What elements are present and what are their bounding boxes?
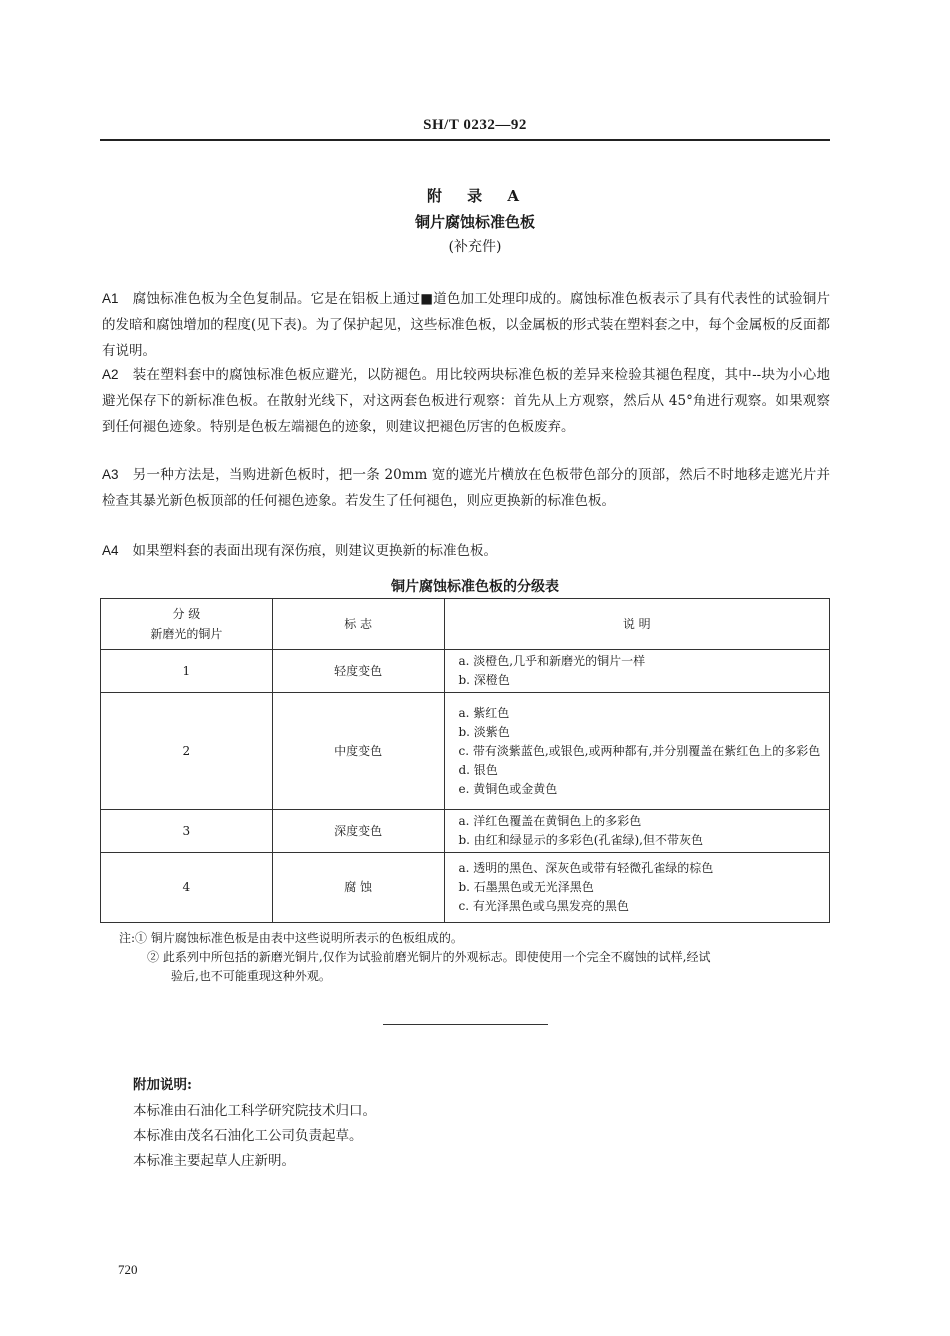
description-item: b. 石墨黑色或无光泽黑色 <box>458 880 594 894</box>
addendum-title: 附加说明: <box>133 1077 192 1093</box>
page-number: 720 <box>118 1262 138 1277</box>
grading-table <box>100 598 830 923</box>
paragraph-a3 <box>102 462 830 514</box>
paragraph-text: 另一种方法是，当购进新色板时，把一条 20mm 宽的遮光片横放在色板带色部分的顶部，然后不时地移走遮光片并检查其暴光新色板顶部的任何褪色迹象。若发生了任何褪色，则应更换新的标准色板。 <box>102 467 830 509</box>
description-cell <box>444 853 830 923</box>
description-cell <box>444 810 830 853</box>
note-1: 注:① 铜片腐蚀标准色板是由表中这些说明所表示的色板组成的。 <box>119 931 463 945</box>
paragraph-text: 如果塑料套的表面出现有深伤痕，则建议更换新的标准色板。 <box>132 543 498 559</box>
document-code: SH/T 0232—92 <box>423 117 527 133</box>
table-row <box>101 650 830 693</box>
table-notes <box>119 929 833 986</box>
paragraph-a1 <box>102 286 830 364</box>
grade-cell: 3 <box>101 810 273 853</box>
mark-cell: 深度变色 <box>272 810 444 853</box>
description-item: a. 紫红色 <box>458 705 510 720</box>
table-row <box>101 853 830 923</box>
description-item: c. 带有淡紫蓝色,或银色,或两种都有,并分别覆盖在紫红色上的多彩色 <box>458 743 821 758</box>
note-2-line-2: 验后,也不可能重现这种外观。 <box>171 969 331 983</box>
paragraph-text: 腐蚀标准色板为全色复制品。它是在铝板上通过■道色加工处理印成的。腐蚀标准色板表示了具有代表性的试验铜片的发暗和腐蚀增加的程度(见下表)。为了保护起见，这些标准色板，以金属板的形式装在塑料套之中，每个金属板的反面都有说明。 <box>102 291 830 359</box>
addendum-line: 本标准主要起草人庄新明。 <box>133 1153 295 1169</box>
paragraph-a4 <box>102 538 830 564</box>
header-grade-line1: 分 级 <box>172 607 201 621</box>
description-item: d. 银色 <box>458 762 498 777</box>
table-title: 铜片腐蚀标准色板的分级表 <box>391 579 559 595</box>
description-item: b. 淡紫色 <box>458 724 510 739</box>
addendum-line: 本标准由茂名石油化工公司负责起草。 <box>133 1128 363 1144</box>
description-item: a. 洋红色覆盖在黄铜色上的多彩色 <box>458 814 642 828</box>
description-item: a. 淡橙色,几乎和新磨光的铜片一样 <box>458 654 646 668</box>
description-item: b. 由红和绿显示的多彩色(孔雀绿),但不带灰色 <box>458 833 703 847</box>
table-row <box>101 810 830 853</box>
section-divider <box>383 1024 548 1025</box>
appendix-subtitle: (补充件) <box>448 239 502 255</box>
paragraph-a2 <box>102 362 830 440</box>
description-item: b. 深橙色 <box>458 673 510 687</box>
appendix-label: 附 录 A <box>426 187 524 205</box>
mark-cell: 腐 蚀 <box>272 853 444 923</box>
header-grade <box>101 599 273 650</box>
grade-cell: 2 <box>101 693 273 810</box>
description-item: e. 黄铜色或金黄色 <box>458 781 558 796</box>
mark-cell: 中度变色 <box>272 693 444 810</box>
grade-cell: 1 <box>101 650 273 693</box>
table-row <box>101 693 830 810</box>
paragraph-number: A3 <box>102 467 119 482</box>
description-cell <box>444 693 830 810</box>
mark-cell: 轻度变色 <box>272 650 444 693</box>
table-header-row <box>101 599 830 650</box>
paragraph-number: A4 <box>102 543 119 558</box>
addendum-line: 本标准由石油化工科学研究院技术归口。 <box>133 1103 376 1119</box>
paragraph-number: A2 <box>102 367 119 382</box>
description-item: a. 透明的黑色、深灰色或带有轻微孔雀绿的棕色 <box>458 861 714 875</box>
header-description: 说 明 <box>444 599 830 650</box>
description-cell <box>444 650 830 693</box>
paragraph-number: A1 <box>102 291 119 306</box>
description-item: c. 有光泽黑色或乌黑发亮的黑色 <box>458 899 629 913</box>
appendix-title: 铜片腐蚀标准色板 <box>414 213 535 231</box>
header-mark: 标 志 <box>272 599 444 650</box>
grade-cell: 4 <box>101 853 273 923</box>
paragraph-text: 装在塑料套中的腐蚀标准色板应避光，以防褪色。用比较两块标准色板的差异来检验其褪色程度，其中--块为小心地避光保存下的新标准色板。在散射光线下，对这两套色板进行观察：首先从上方观察，然后从 45°角进行观察。如果观察到任何褪色迹象。特别是色板左端褪色的迹象，则建议把褪色厉害的色板废弃。 <box>102 367 830 435</box>
header-rule <box>100 139 830 141</box>
note-2-line-1: ② 此系列中所包括的新磨光铜片,仅作为试验前磨光铜片的外观标志。即使使用一个完全不腐蚀的试样,经试 <box>147 950 711 964</box>
header-grade-line2: 新磨光的铜片 <box>150 627 223 641</box>
